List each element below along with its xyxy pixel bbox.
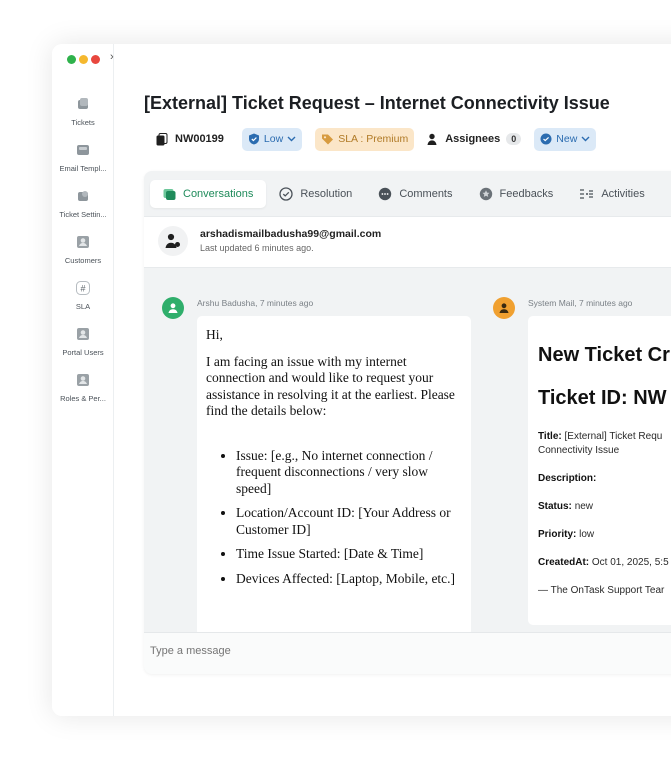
created-text: Oct 01, 2025, 5:5 bbox=[591, 557, 669, 568]
assignees-label: Assignees bbox=[445, 133, 501, 145]
ticket-id-text: NW00199 bbox=[175, 133, 224, 145]
sla-value: SLA : Premium bbox=[338, 133, 409, 145]
message-meta: Arshu Badusha, 7 minutes ago bbox=[197, 298, 314, 308]
roles-permissions-icon bbox=[75, 372, 91, 388]
status-value: New bbox=[556, 133, 578, 145]
priority-dropdown[interactable] bbox=[242, 128, 302, 151]
priority-label: Priority: bbox=[538, 529, 577, 540]
message-card-customer bbox=[197, 316, 471, 636]
sidebar-item-label: SLA bbox=[75, 302, 91, 311]
customers-icon bbox=[75, 234, 91, 250]
user-icon bbox=[498, 302, 510, 314]
user-icon bbox=[165, 233, 181, 250]
tab-resolution[interactable] bbox=[266, 180, 365, 208]
tab-label: Comments bbox=[399, 188, 453, 200]
system-status-line bbox=[538, 500, 671, 514]
user-add-icon bbox=[427, 133, 439, 146]
title-value-cont: Connectivity Issue bbox=[538, 445, 620, 456]
conversation-panel bbox=[144, 171, 671, 674]
email-template-icon bbox=[75, 142, 91, 158]
tab-feedbacks[interactable] bbox=[466, 180, 567, 208]
sender-info bbox=[144, 216, 671, 268]
assignees-count: 0 bbox=[506, 133, 521, 145]
list-item: • Time Issue Started: [Date & Time] bbox=[236, 546, 462, 563]
message-composer bbox=[144, 632, 671, 674]
list-item: • Issue: [e.g., No internet connection / frequent disconnections / very slow speed] bbox=[236, 448, 462, 498]
tickets-icon bbox=[75, 96, 91, 112]
system-priority-line bbox=[538, 528, 671, 542]
sidebar-item-label: Customers bbox=[64, 256, 102, 265]
sidebar-item-label: Ticket Settin... bbox=[59, 210, 107, 219]
tab-comments[interactable] bbox=[365, 180, 465, 208]
minimize-dot[interactable] bbox=[79, 55, 88, 64]
system-created-line bbox=[538, 556, 671, 570]
sla-badge[interactable] bbox=[315, 128, 414, 151]
description-label: Description: bbox=[538, 473, 597, 484]
maximize-dot[interactable] bbox=[67, 55, 76, 64]
system-description-line bbox=[538, 472, 671, 486]
tab-conversations[interactable] bbox=[150, 180, 266, 208]
ticket-meta-row bbox=[144, 126, 596, 152]
sidebar-item-tickets[interactable] bbox=[52, 96, 114, 127]
assignees-button[interactable] bbox=[427, 133, 521, 146]
sidebar-item-label: Roles & Per... bbox=[60, 394, 106, 403]
message-greeting: Hi, bbox=[206, 327, 223, 342]
list-item: • Devices Affected: [Laptop, Mobile, etc.] bbox=[236, 571, 462, 588]
tab-bar bbox=[150, 180, 658, 208]
sidebar-item-customers[interactable] bbox=[52, 234, 114, 265]
sidebar-item-ticket-settings[interactable] bbox=[52, 188, 114, 219]
portal-users-icon bbox=[75, 326, 91, 342]
system-signature: — The OnTask Support Tear bbox=[538, 585, 665, 596]
activity-list-icon bbox=[579, 188, 594, 200]
tab-label: Feedbacks bbox=[499, 188, 554, 200]
status-text: new bbox=[574, 501, 594, 512]
message-meta: System Mail, 7 minutes ago bbox=[528, 298, 633, 308]
chat-icon bbox=[163, 188, 176, 201]
tab-activities[interactable] bbox=[566, 180, 657, 208]
status-check-icon bbox=[540, 133, 552, 145]
customer-avatar bbox=[162, 297, 184, 319]
message-card-system bbox=[528, 316, 671, 625]
sidebar-item-portal-users[interactable] bbox=[52, 326, 114, 357]
tab-label: Resolution bbox=[300, 188, 353, 200]
sidebar-item-label: Tickets bbox=[71, 118, 95, 127]
list-item: • Location/Account ID: [Your Address or Customer ID] bbox=[236, 505, 462, 538]
system-avatar bbox=[493, 297, 515, 319]
message-body: I am facing an issue with my internet connection and would like to request your assistance in resolving it at the earliest. Please find the details below: bbox=[206, 353, 455, 418]
last-updated: Last updated 6 minutes ago. bbox=[200, 243, 314, 253]
title-label: Title: bbox=[538, 431, 562, 442]
sidebar-item-label: Portal Users bbox=[62, 348, 104, 357]
chevron-down-icon bbox=[581, 136, 590, 142]
sla-hash-icon bbox=[75, 280, 91, 296]
status-label: Status: bbox=[538, 501, 572, 512]
sender-avatar bbox=[158, 226, 188, 256]
system-heading-2: Ticket ID: NW bbox=[538, 387, 667, 409]
priority-value: Low bbox=[263, 133, 284, 145]
window-controls bbox=[67, 55, 100, 64]
sidebar-item-email-templates[interactable] bbox=[52, 142, 114, 173]
comment-icon bbox=[378, 187, 392, 201]
sidebar-item-label: Email Templ... bbox=[59, 164, 107, 173]
sender-email: arshadismailbadusha99@gmail.com bbox=[200, 228, 382, 240]
system-heading-1: New Ticket Cr bbox=[538, 344, 670, 366]
title-value: [External] Ticket Requ bbox=[564, 431, 663, 442]
sidebar bbox=[52, 44, 114, 716]
check-circle-icon bbox=[279, 187, 293, 201]
status-dropdown[interactable] bbox=[534, 128, 596, 151]
tag-icon bbox=[321, 133, 334, 145]
shield-check-icon bbox=[248, 133, 260, 145]
copy-icon bbox=[156, 133, 168, 146]
tab-label: Conversations bbox=[183, 188, 254, 200]
message-input[interactable] bbox=[150, 645, 550, 657]
priority-text: low bbox=[579, 529, 595, 540]
svg-text:#: # bbox=[80, 283, 86, 294]
created-label: CreatedAt: bbox=[538, 557, 590, 568]
sidebar-item-sla[interactable] bbox=[52, 280, 114, 311]
message-detail-list bbox=[206, 448, 462, 588]
user-icon bbox=[167, 302, 179, 314]
ticket-id[interactable] bbox=[156, 133, 224, 146]
tab-label: Activities bbox=[601, 188, 645, 200]
page-title: [External] Ticket Request – Internet Connectivity Issue bbox=[144, 93, 610, 113]
system-title-line bbox=[538, 430, 671, 458]
ticket-settings-icon bbox=[75, 188, 91, 204]
chevron-right-icon[interactable]: › bbox=[110, 51, 114, 63]
close-dot[interactable] bbox=[91, 55, 100, 64]
sidebar-item-roles-permissions[interactable] bbox=[52, 372, 114, 403]
star-badge-icon bbox=[479, 187, 493, 201]
chevron-down-icon bbox=[287, 136, 296, 142]
